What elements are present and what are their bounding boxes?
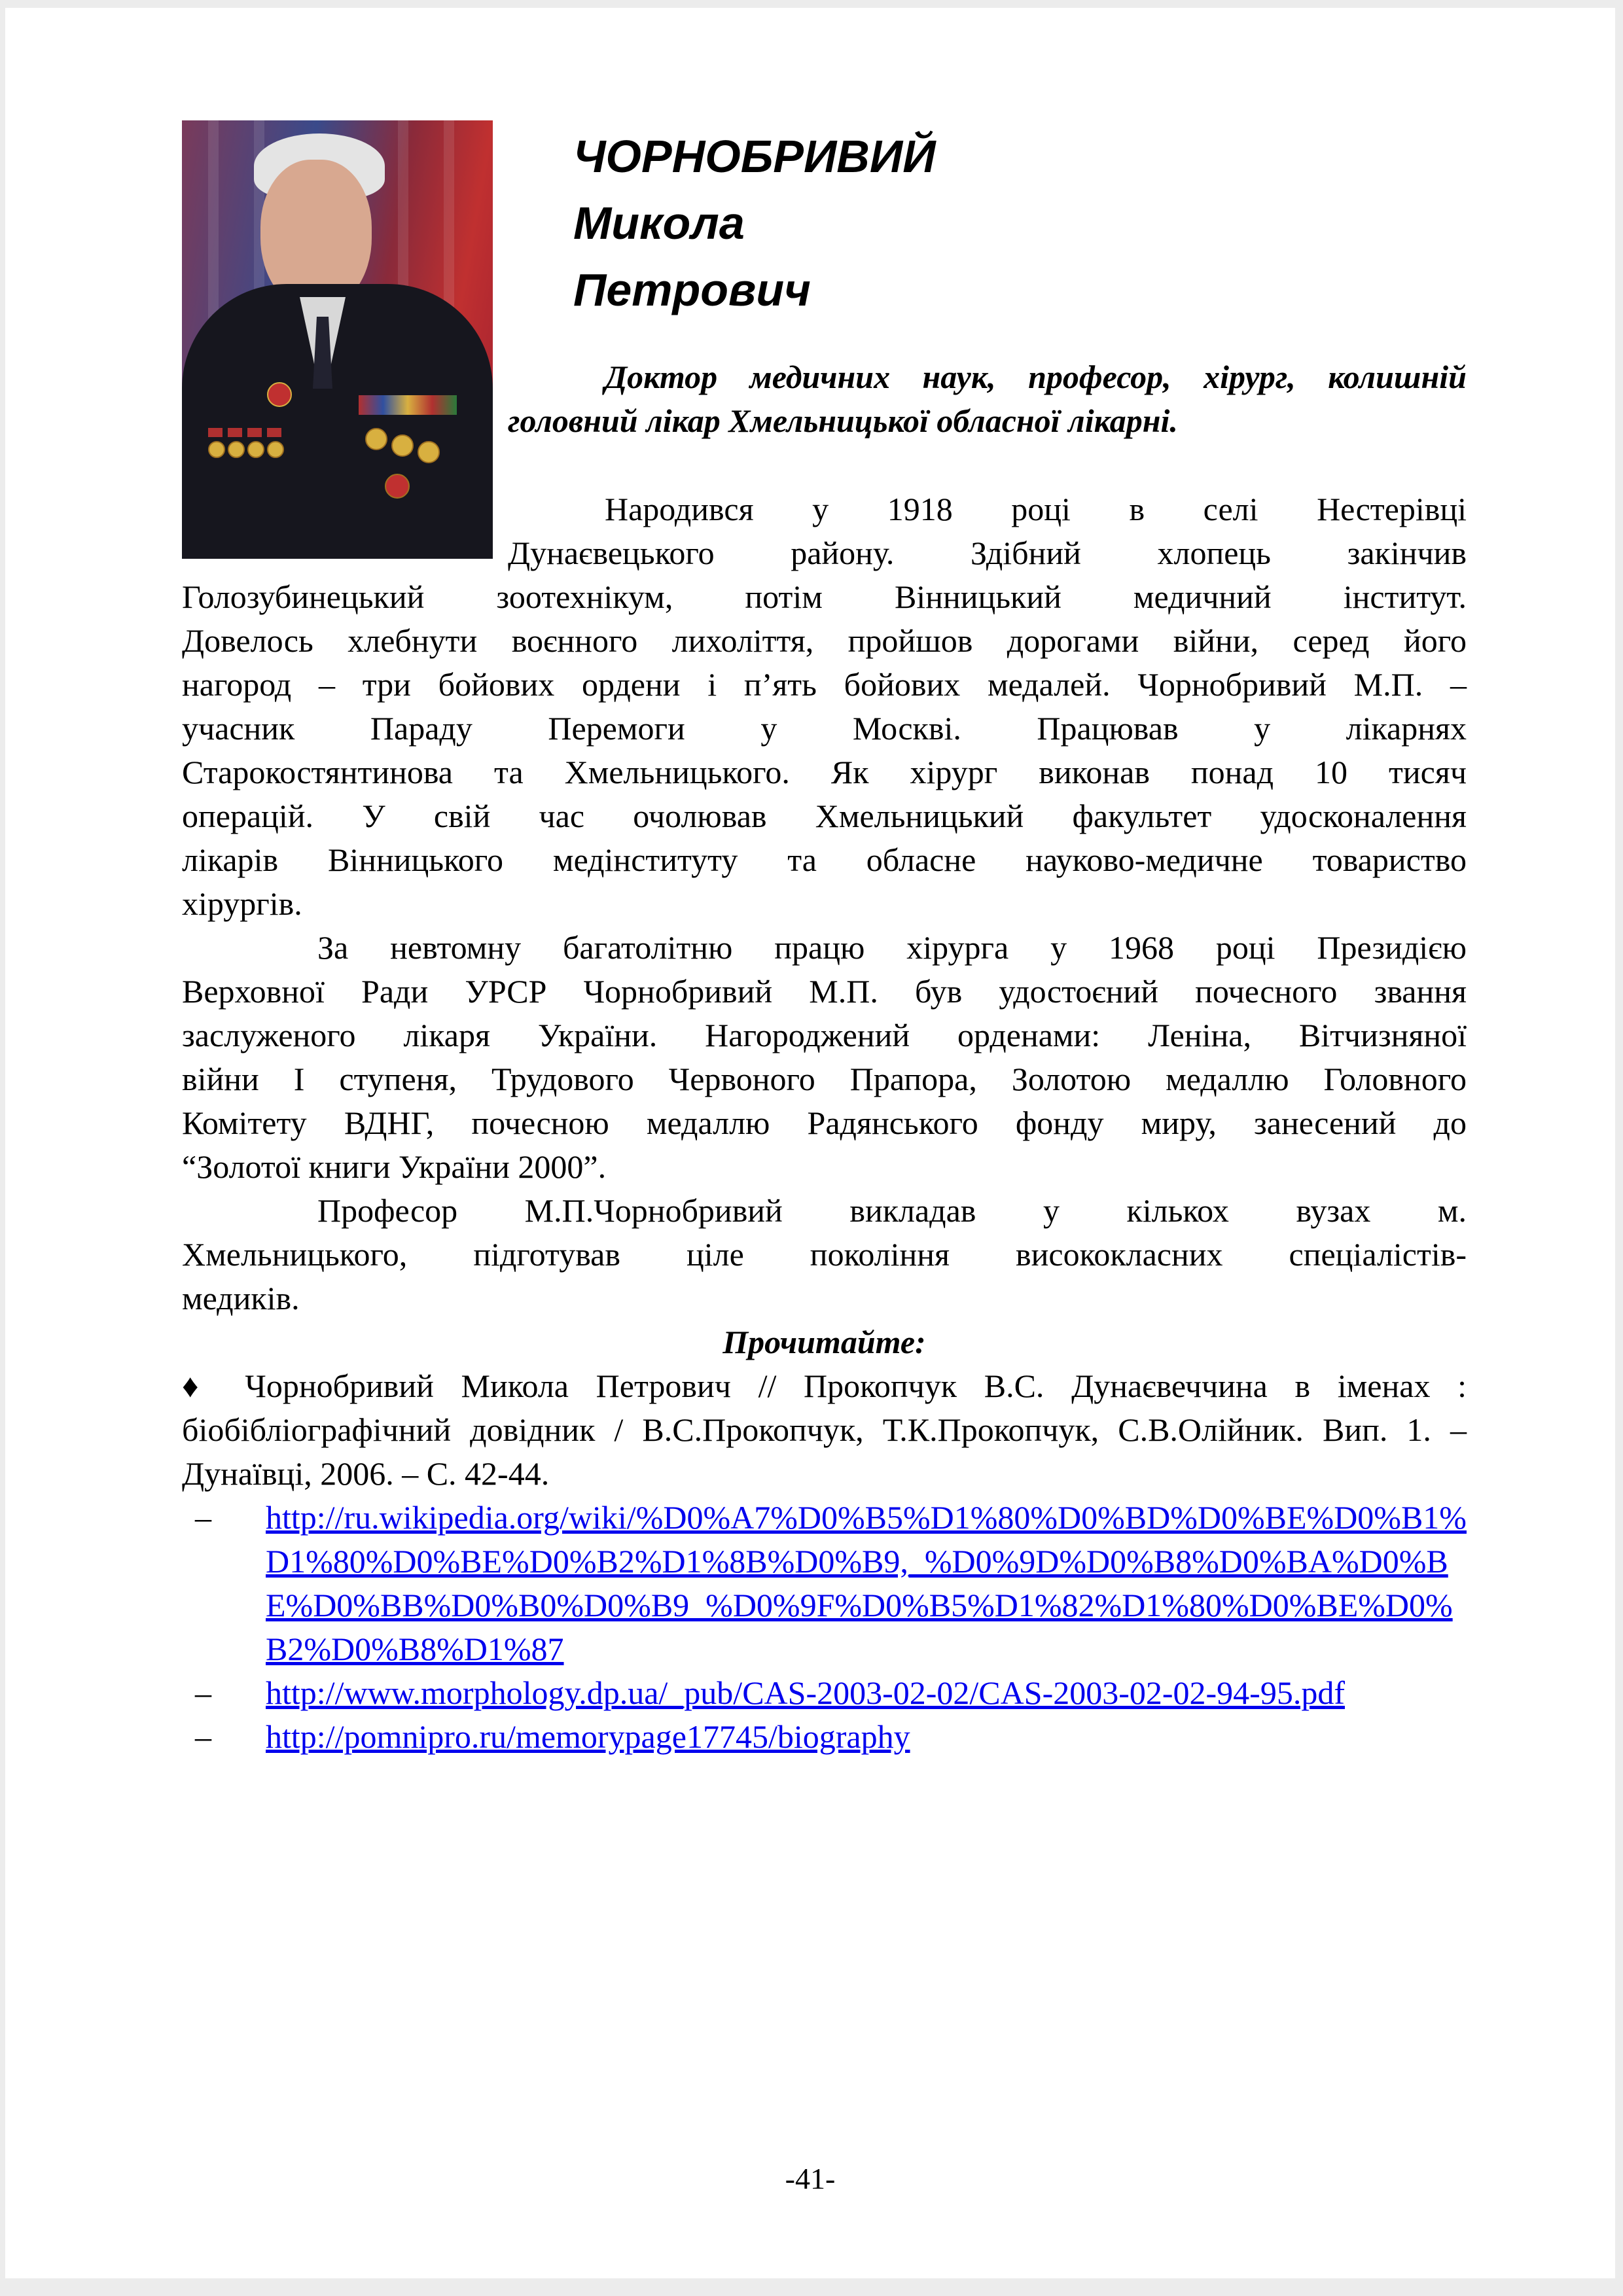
document-page <box>5 8 1615 2278</box>
biography-paragraph-1 <box>182 575 1467 926</box>
person-name-heading <box>573 123 936 323</box>
text-line: нагород – три бойових ордени і п’ять бойових медалей. Чорнобривий М.П. – <box>182 666 1467 703</box>
text-line: Народився у 1918 році в селі Нестерівці <box>605 491 1467 527</box>
text-line: Професор М.П.Чорнобривий викладав у кількох вузах м. <box>317 1192 1467 1229</box>
list-item <box>182 1715 1467 1759</box>
first-name: Микола <box>573 198 745 249</box>
text-line: Хмельницького, підготував ціле покоління висококласних спеціалістів- <box>182 1236 1467 1273</box>
wikipedia-link[interactable]: http://ru.wikipedia.org/wiki/%D0%A7%D0%B5%D1%80%D0%BD%D0%BE%D0%B1%D1%80%D0%BE%D0%B2%D1%8B%D0%B9,_%D0%9D%D0%B8%D0%BA%D0%BE%D0%BB%D0%B0%D0%B9_%D0%9F%D0%B5%D1%82%D1%80%D0%BE%D0%B2%D0%B8%D1%87 <box>266 1499 1467 1667</box>
portrait-photo <box>182 120 493 559</box>
list-item <box>182 1671 1467 1715</box>
text-line: Старокостянтинова та Хмельницького. Як хірург виконав понад 10 тисяч <box>182 754 1467 790</box>
patronymic: Петрович <box>573 264 811 315</box>
pomnipro-link[interactable]: http://pomnipro.ru/memorypage17745/biography <box>266 1718 910 1755</box>
text-line: Верховної Ради УРСР Чорнобривий М.П. був удостоєний почесного звання <box>182 973 1467 1010</box>
biography-paragraph-2 <box>182 926 1467 1189</box>
list-dash: – <box>195 1499 211 1536</box>
list-dash: – <box>195 1718 211 1755</box>
intro-summary: Доктор медичних наук, професор, хірург, колишній головний лікар Хмельницької обласної лікарні. <box>508 359 1467 439</box>
text-line: заслуженого лікаря України. Нагороджений орденами: Леніна, Вітчизняної <box>182 1017 1467 1053</box>
morphology-link[interactable]: http://www.morphology.dp.ua/_pub/CAS-2003-02-02/CAS-2003-02-02-94-95.pdf <box>266 1674 1345 1711</box>
page-number: -41- <box>785 2162 836 2195</box>
text-line: лікарів Вінницького медінституту та обласне науково-медичне товариство <box>182 841 1467 878</box>
link-list <box>182 1496 1467 1759</box>
text-line: операцій. У свій час очолював Хмельницький факультет удосконалення <box>182 798 1467 834</box>
text-line: Довелось хлебнути воєнного лихоліття, пройшов дорогами війни, серед його <box>182 622 1467 659</box>
surname: ЧОРНОБРИВИЙ <box>573 131 936 182</box>
text-line: Голозубинецький зоотехнікум, потім Вінницький медичний інститут. <box>182 578 1467 615</box>
text-line: медиків. <box>182 1280 300 1316</box>
text-line: війни І ступеня, Трудового Червоного Прапора, Золотою медаллю Головного <box>182 1061 1467 1097</box>
text-line: учасник Параду Перемоги у Москві. Працював у лікарнях <box>182 710 1467 747</box>
text-line: Комітету ВДНГ, почесною медаллю Радянського фонду миру, занесений до <box>182 1104 1467 1141</box>
read-heading: Прочитайте: <box>722 1324 926 1360</box>
biography-paragraph-3 <box>182 1189 1467 1320</box>
list-dash: – <box>195 1674 211 1711</box>
text-line: За невтомну багатолітню працю хірурга у 1968 році Президією <box>317 929 1467 966</box>
text-line: “Золотої книги України 2000”. <box>182 1148 607 1185</box>
birth-paragraph <box>508 487 1467 575</box>
list-item <box>182 1496 1467 1671</box>
text-line: Дунаєвецького району. Здібний хлопець закінчив <box>508 535 1467 571</box>
text-line: хірургів. <box>182 885 302 922</box>
bibliography-reference: ♦ Чорнобривий Микола Петрович // Прокопчук В.С. Дунаєвеччина в іменах : біобібліографічний довідник / В.С.Прокопчук, Т.К.Прокопчук, С.В.Олійник. Вип. 1. – Дунаївці, 2006. – С. 42-44. <box>182 1368 1467 1492</box>
